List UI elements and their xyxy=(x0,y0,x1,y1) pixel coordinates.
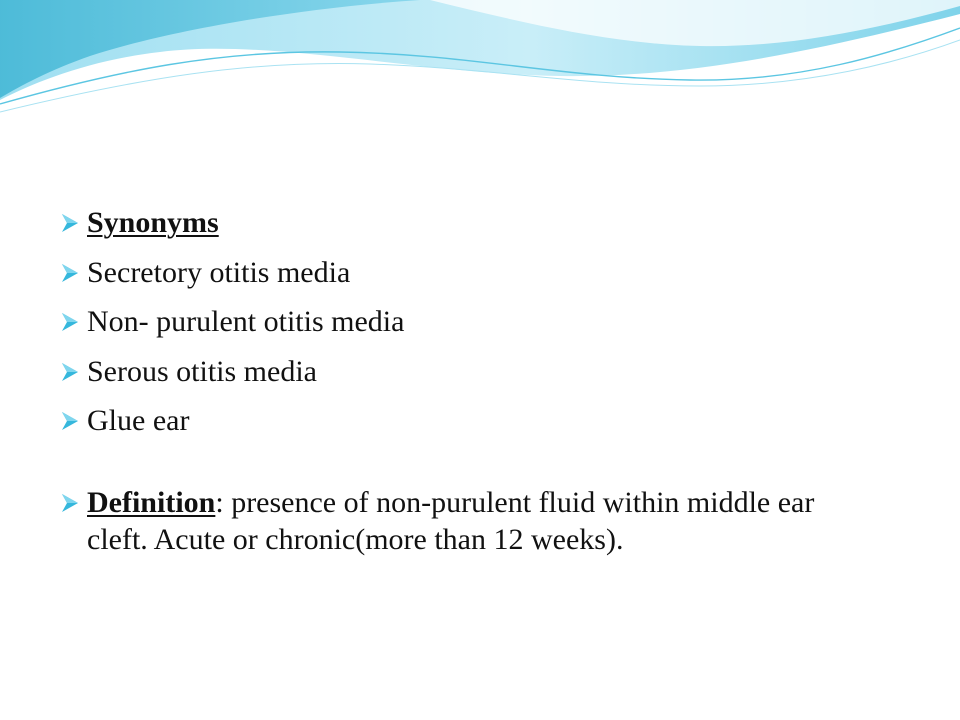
wave-header-decoration xyxy=(0,0,960,140)
definition-item xyxy=(60,485,880,558)
definition-separator: : xyxy=(215,485,224,519)
synonym-item xyxy=(60,354,880,391)
arrow-bullet-icon xyxy=(60,312,80,332)
definition-text: presence of non-purulent fluid within middle ear cleft. Acute or chronic(more than 12 weeks). xyxy=(87,485,815,556)
arrow-bullet-icon xyxy=(60,411,80,431)
synonyms-heading: Synonyms xyxy=(87,206,219,239)
arrow-bullet-icon xyxy=(60,362,80,382)
synonyms-heading-item xyxy=(60,205,880,242)
synonym-text: Serous otitis media xyxy=(87,354,317,388)
synonym-item xyxy=(60,255,880,292)
arrow-bullet-icon xyxy=(60,263,80,283)
arrow-bullet-icon xyxy=(60,493,80,513)
synonym-item xyxy=(60,304,880,341)
synonym-text: Non- purulent otitis media xyxy=(87,305,405,339)
content-bullet-list xyxy=(60,205,880,571)
synonym-text: Secretory otitis media xyxy=(87,255,351,289)
synonym-text: Glue ear xyxy=(87,404,190,438)
synonym-item xyxy=(60,403,880,440)
arrow-bullet-icon xyxy=(60,213,80,233)
definition-term: Definition xyxy=(87,485,216,519)
